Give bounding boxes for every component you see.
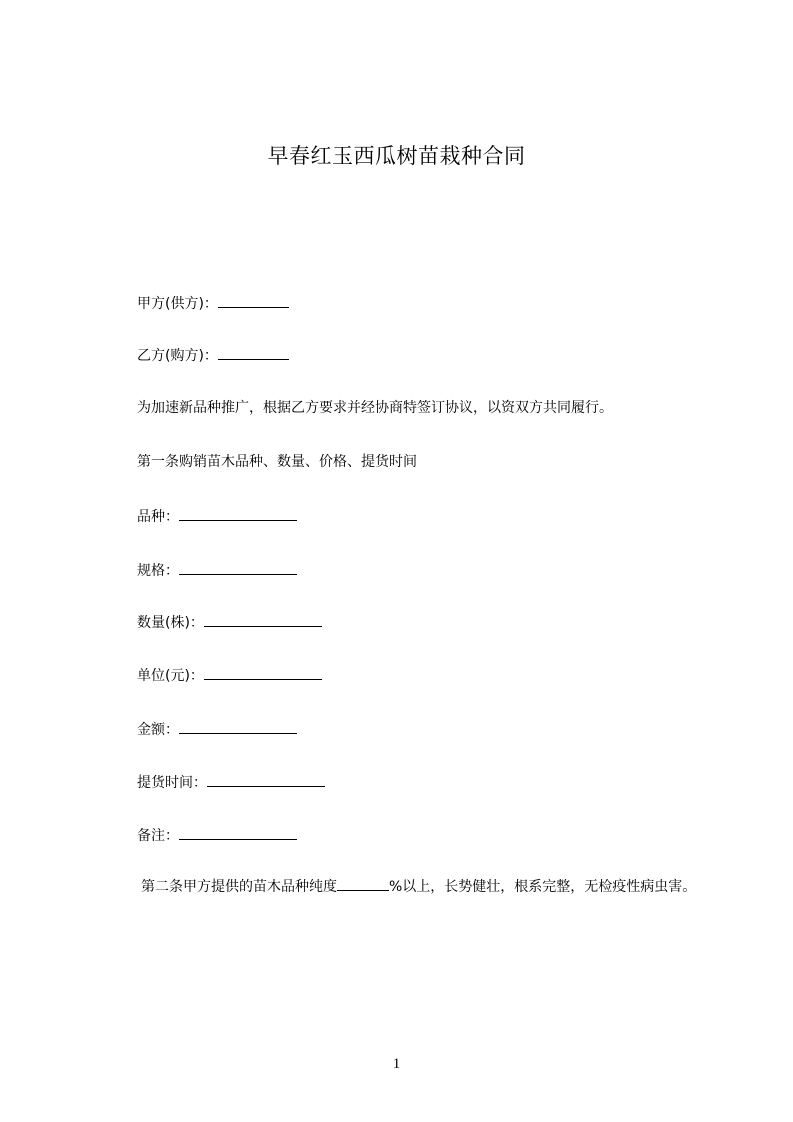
intro-line (137, 399, 613, 417)
field-variety (137, 506, 297, 526)
field-quantity (137, 612, 322, 632)
intro-text: 为加速新品种推广，根据乙方要求并经协商特签订协议，以资双方共同履行。 (137, 400, 613, 416)
field-pickup-time (137, 772, 325, 792)
field-spec (137, 560, 297, 580)
party-a-blank[interactable] (218, 293, 289, 308)
field-label: 数量(株)： (137, 615, 204, 631)
purity-blank[interactable] (337, 876, 389, 891)
article2-prefix: 第二条甲方提供的苗木品种纯度 (141, 879, 337, 895)
field-label: 规格： (137, 563, 179, 579)
field-blank[interactable] (204, 612, 322, 627)
article1-heading: 第一条购销苗木品种、数量、价格、提货时间 (137, 454, 417, 470)
article2-paragraph (105, 874, 705, 900)
party-a-line (137, 293, 289, 313)
party-b-line (137, 345, 289, 365)
field-label: 提货时间： (137, 775, 207, 791)
party-a-label: 甲方(供方)： (137, 296, 218, 312)
article1-heading-line (137, 453, 417, 471)
party-b-blank[interactable] (218, 345, 289, 360)
field-blank[interactable] (179, 506, 297, 521)
article2-suffix: %以上，长势健壮，根系完整，无检疫性病虫害。 (389, 879, 697, 895)
field-unit-price (137, 665, 322, 685)
field-blank[interactable] (204, 665, 322, 680)
field-blank[interactable] (179, 825, 297, 840)
party-b-label: 乙方(购方)： (137, 348, 218, 364)
field-remarks (137, 825, 297, 845)
field-label: 单位(元)： (137, 668, 204, 684)
field-label: 品种： (137, 509, 179, 525)
field-blank[interactable] (207, 772, 325, 787)
field-amount (137, 719, 297, 739)
field-label: 备注： (137, 828, 179, 844)
page-number: 1 (392, 1056, 401, 1072)
field-label: 金额： (137, 722, 179, 738)
field-blank[interactable] (179, 719, 297, 734)
field-blank[interactable] (179, 560, 297, 575)
document-title: 早春红玉西瓜树苗栽种合同 (267, 144, 526, 168)
